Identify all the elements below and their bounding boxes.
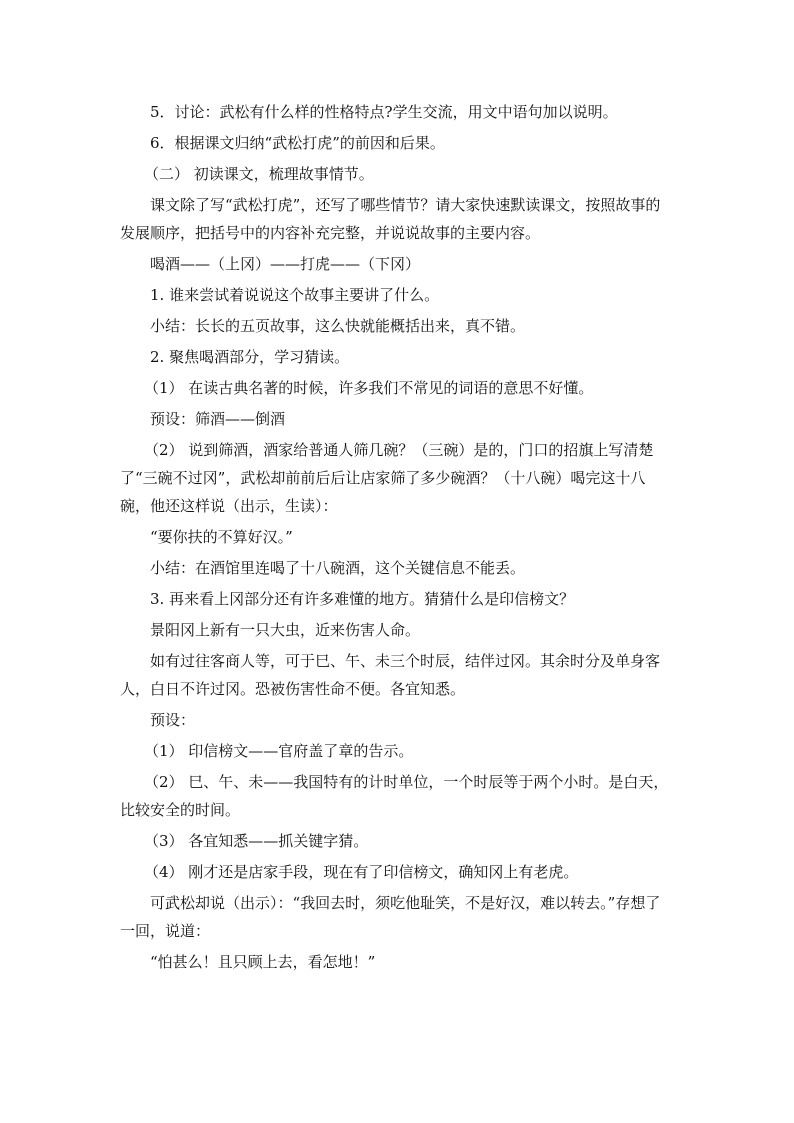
paragraph-quote-go-up: “怕甚么！且只顾上去，看怎地！” <box>150 953 376 971</box>
paragraph-question-2: 2. 聚焦喝酒部分，学习猜读。 <box>150 348 350 366</box>
paragraph-item-2-bowls: （2） 说到筛酒，酒家给普通人筛几碗？（三碗）是的，门口的招旗上写清楚了“三碗不过冈”，武松却前前后后让店家筛了多少碗酒？（十八碗）喝完这十八碗，他还这样说（出示，生读）： <box>120 441 654 515</box>
paragraph-preset-shaijiu: 预设：筛酒——倒酒 <box>150 410 286 428</box>
section-heading-first-reading: （二） 初读课文，梳理故事情节。 <box>144 165 374 183</box>
paragraph-plot-question: 课文除了写“武松打虎”，还写了哪些情节？请大家快速默读课文，按照故事的发展顺序，把括号中的内容补充完整，并说说故事的主要内容。 <box>120 196 661 242</box>
paragraph-preset-4: （4） 刚才还是店家手段，现在有了印信榜文，确知冈上有老虎。 <box>144 863 579 881</box>
paragraph-summarize: 6．根据课文归纳“武松打虎”的前因和后果。 <box>150 134 445 152</box>
paragraph-summary-1: 小结：长长的五页故事，这么快就能概括出来，真不错。 <box>150 317 526 335</box>
paragraph-wusong-says: 可武松却说（出示）：“我回去时，须吃他耻笑，不是好汉，难以转去。”存想了一回，说道： <box>120 894 661 940</box>
paragraph-discussion: 5．讨论：武松有什么样的性格特点?学生交流，用文中语句加以说明。 <box>150 103 618 121</box>
paragraph-question-3: 3. 再来看上冈部分还有许多难懂的地方。猜猜什么是印信榜文？ <box>150 590 575 608</box>
paragraph-item-1-classics: （1） 在读古典名著的时候，许多我们不常见的词语的意思不好懂。 <box>144 379 594 397</box>
paragraph-preset-2: （2） 巳、午、未——我国特有的计时单位，一个时辰等于两个小时。是白天，比较安全的时间。 <box>120 773 669 819</box>
paragraph-notice-line-1: 景阳冈上新有一只大虫，近来伤害人命。 <box>150 621 421 639</box>
paragraph-notice-line-2: 如有过往客商人等，可于巳、午、未三个时辰，结伴过冈。其余时分及单身客人，白日不许过冈。恐被伤害性命不便。各宜知悉。 <box>120 652 661 698</box>
paragraph-preset-3: （3） 各宜知悉——抓关键字猜。 <box>144 832 369 850</box>
paragraph-preset-1: （1） 印信榜文——官府盖了章的告示。 <box>144 742 414 760</box>
document-body <box>120 98 674 976</box>
paragraph-preset-label: 预设： <box>150 711 196 729</box>
paragraph-plot-sequence: 喝酒——（上冈）——打虎——（下冈） <box>150 255 421 273</box>
paragraph-question-1: 1. 谁来尝试着说说这个故事主要讲了什么。 <box>150 286 440 304</box>
paragraph-quote-hero: “要你扶的不算好汉。” <box>150 528 293 546</box>
paragraph-summary-2: 小结：在酒馆里连喝了十八碗酒，这个关键信息不能丢。 <box>150 559 526 577</box>
